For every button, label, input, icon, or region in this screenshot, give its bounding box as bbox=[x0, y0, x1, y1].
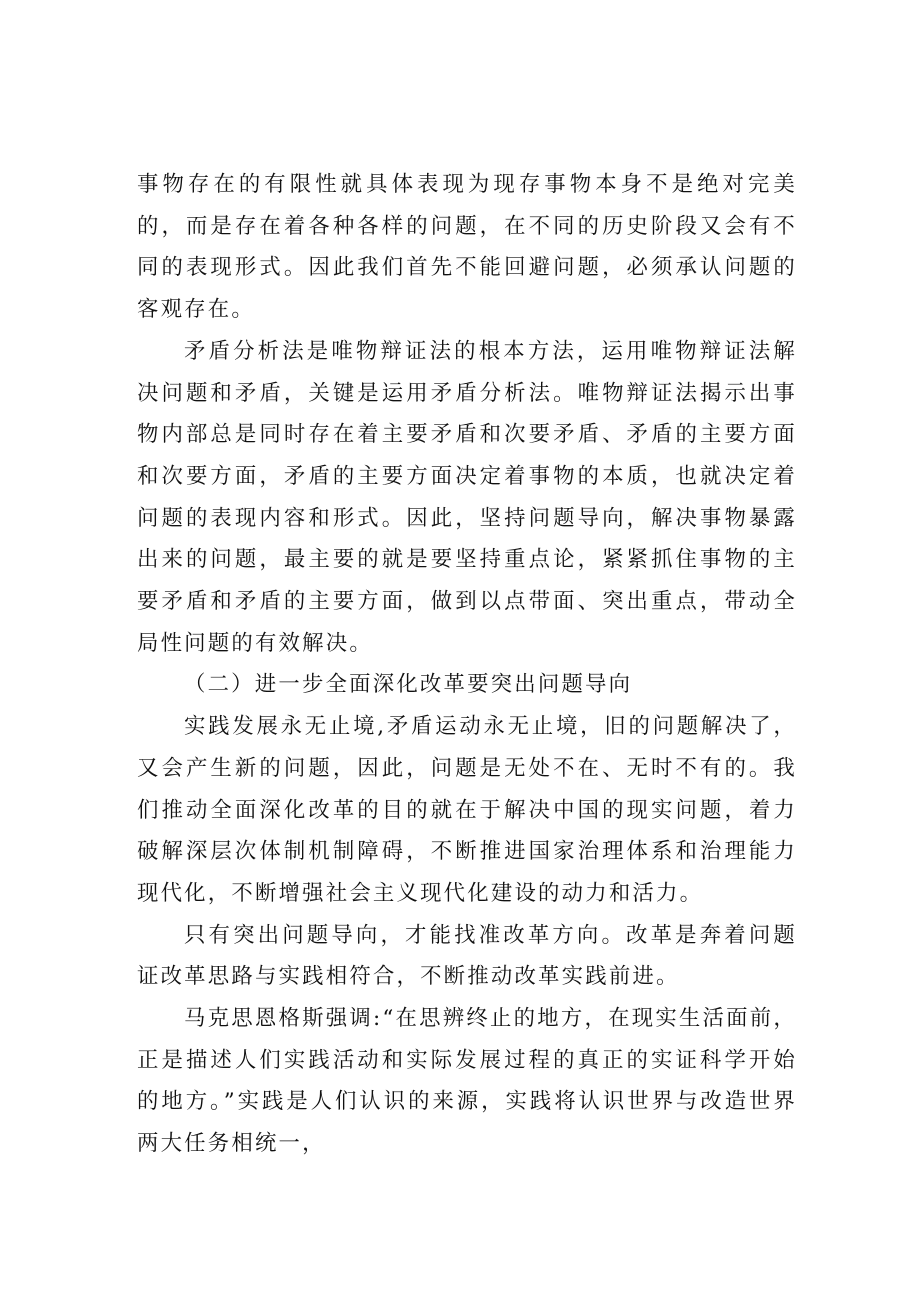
paragraph-finite-existence: 事物存在的有限性就具体表现为现存事物本身不是绝对完美的，而是存在着各种各样的问题，在不同的历史阶段又会有不同的表现形式。因此我们首先不能回避问题，必须承认问题的客观存在。 bbox=[137, 172, 797, 323]
section-heading-reform: （二）进一步全面深化改革要突出问题导向 bbox=[184, 672, 633, 698]
paragraph-problem-orientation: 只有突出问题导向，才能找准改革方向。改革是奔着问题证改革思路与实践相符合，不断推动改革实践前进。 bbox=[137, 922, 797, 990]
document-body bbox=[137, 164, 797, 1165]
paragraph-contradiction-analysis: 矛盾分析法是唯物辩证法的根本方法，运用唯物辩证法解决问题和矛盾，关键是运用矛盾分析法。唯物辩证法揭示出事物内部总是同时存在着主要矛盾和次要矛盾、矛盾的主要方面和次要方面，矛盾的主要方面决定着事物的本质，也就决定着问题的表现内容和形式。因此，坚持问题导向，解决事物暴露出来的问题，最主要的就是要坚持重点论，紧紧抓住事物的主要矛盾和矛盾的主要方面，做到以点带面、突出重点，带动全局性问题的有效解决。 bbox=[137, 338, 797, 656]
paragraph-practice-development: 实践发展永无止境,矛盾运动永无止境，旧的问题解决了，又会产生新的问题，因此，问题是无处不在、无时不有的。我们推动全面深化改革的目的就在于解决中国的现实问题，着力破解深层次体制机制障碍，不断推进国家治理体系和治理能力现代化，不断增强社会主义现代化建设的动力和活力。 bbox=[137, 714, 797, 906]
paragraph-marx-engels-quote: 马克思恩格斯强调:“在思辨终止的地方，在现实生活面前，正是描述人们实践活动和实际发展过程的真正的实证科学开始的地方。”实践是人们认识的来源，实践将认识世界与改造世界两大任务相统一， bbox=[137, 1006, 797, 1157]
